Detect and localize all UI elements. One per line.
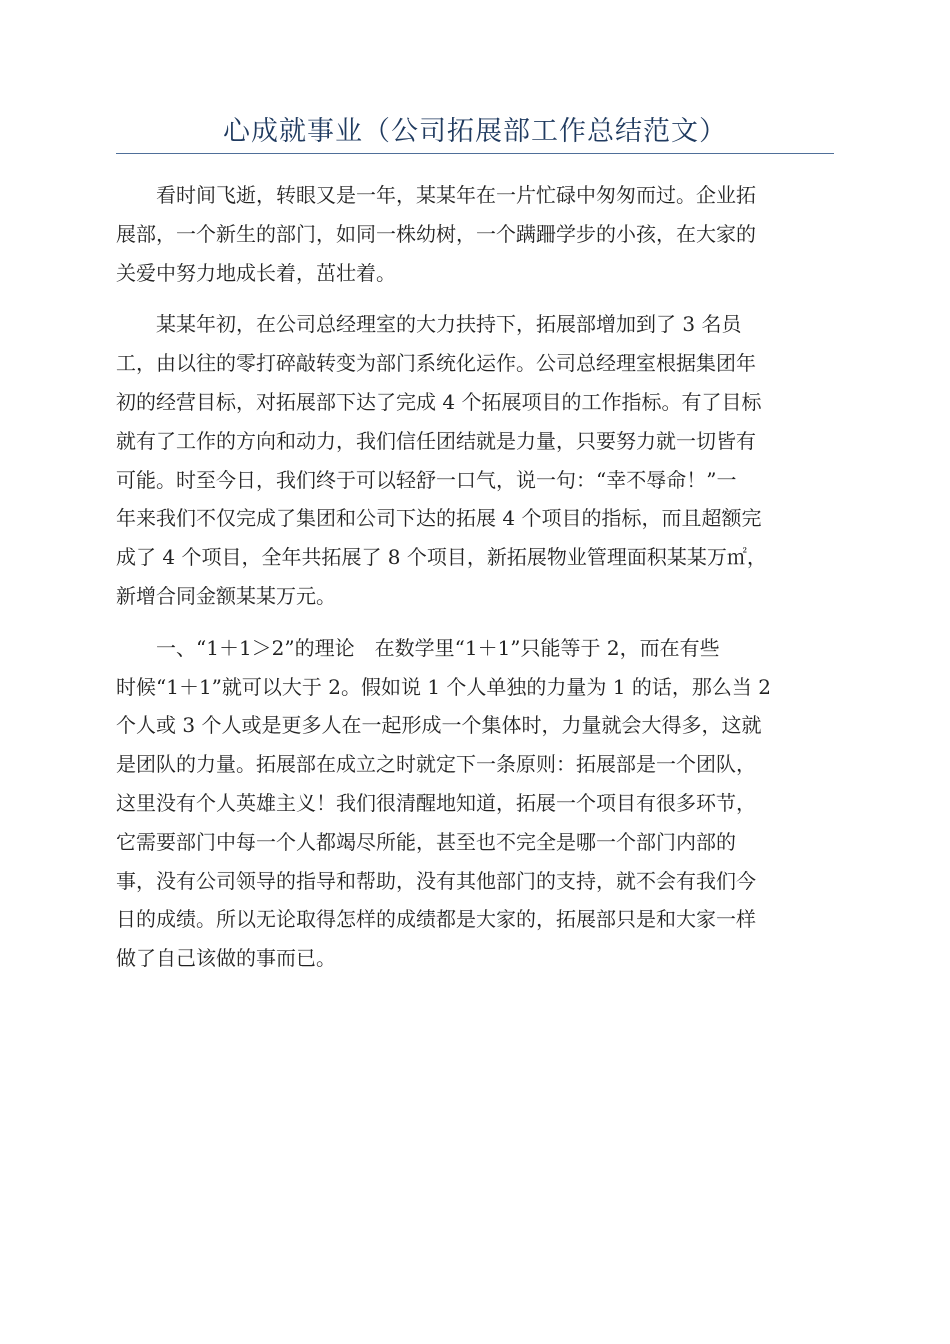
paragraph-intro: [116, 176, 836, 292]
paragraph-line: 日的成绩。所以无论取得怎样的成绩都是大家的，拓展部只是和大家一样: [116, 907, 756, 932]
paragraph-line: 时候“1＋1”就可以大于 2。假如说 1 个人单独的力量为 1 的话，那么当 2: [116, 674, 771, 699]
paragraph-line: 年来我们不仅完成了集团和公司下达的拓展 4 个项目的指标，而且超额完: [116, 506, 762, 531]
paragraph-line: 可能。时至今日，我们终于可以轻舒一口气，说一句：“幸不辱命！”一: [116, 467, 737, 492]
paragraph-line: 展部，一个新生的部门，如同一株幼树，一个蹒跚学步的小孩，在大家的: [116, 221, 756, 246]
paragraph-achievements: [116, 305, 836, 615]
paragraph-line: 个人或 3 个人或是更多人在一起形成一个集体时，力量就会大得多，这就: [116, 713, 762, 738]
paragraph-line: 是团队的力量。拓展部在成立之时就定下一条原则：拓展部是一个团队，: [116, 752, 756, 777]
paragraph-line: 事，没有公司领导的指导和帮助，没有其他部门的支持，就不会有我们今: [116, 868, 756, 893]
paragraph-line: 初的经营目标，对拓展部下达了完成 4 个拓展项目的工作指标。有了目标: [116, 389, 762, 414]
paragraph-line: 成了 4 个项目，全年共拓展了 8 个项目，新拓展物业管理面积某某万㎡，: [116, 545, 767, 570]
paragraph-line: 某某年初，在公司总经理室的大力扶持下，拓展部增加到了 3 名员: [116, 312, 742, 337]
document-body: [116, 176, 836, 991]
paragraph-line: 工，由以往的零打碎敲转变为部门系统化运作。公司总经理室根据集团年: [116, 351, 756, 376]
title-underline: [116, 153, 834, 154]
paragraph-line: 做了自己该做的事而已。: [116, 946, 336, 971]
paragraph-line: 看时间飞逝，转眼又是一年，某某年在一片忙碌中匆匆而过。企业拓: [116, 183, 756, 207]
paragraph-line: 它需要部门中每一个人都竭尽所能，甚至也不完全是哪一个部门内部的: [116, 829, 736, 854]
paragraph-teamwork: [116, 629, 836, 978]
paragraph-line: 这里没有个人英雄主义！我们很清醒地知道，拓展一个项目有很多环节，: [116, 790, 756, 815]
paragraph-line: 关爱中努力地成长着，茁壮着。: [116, 260, 396, 285]
paragraph-line: 就有了工作的方向和动力，我们信任团结就是力量，只要努力就一切皆有: [116, 428, 756, 453]
paragraph-line: 一、“1＋1＞2”的理论 在数学里“1＋1”只能等于 2，而在有些: [116, 635, 720, 660]
paragraph-line: 新增合同金额某某万元。: [116, 583, 336, 608]
document-title: 心成就事业（公司拓展部工作总结范文）: [223, 116, 727, 147]
